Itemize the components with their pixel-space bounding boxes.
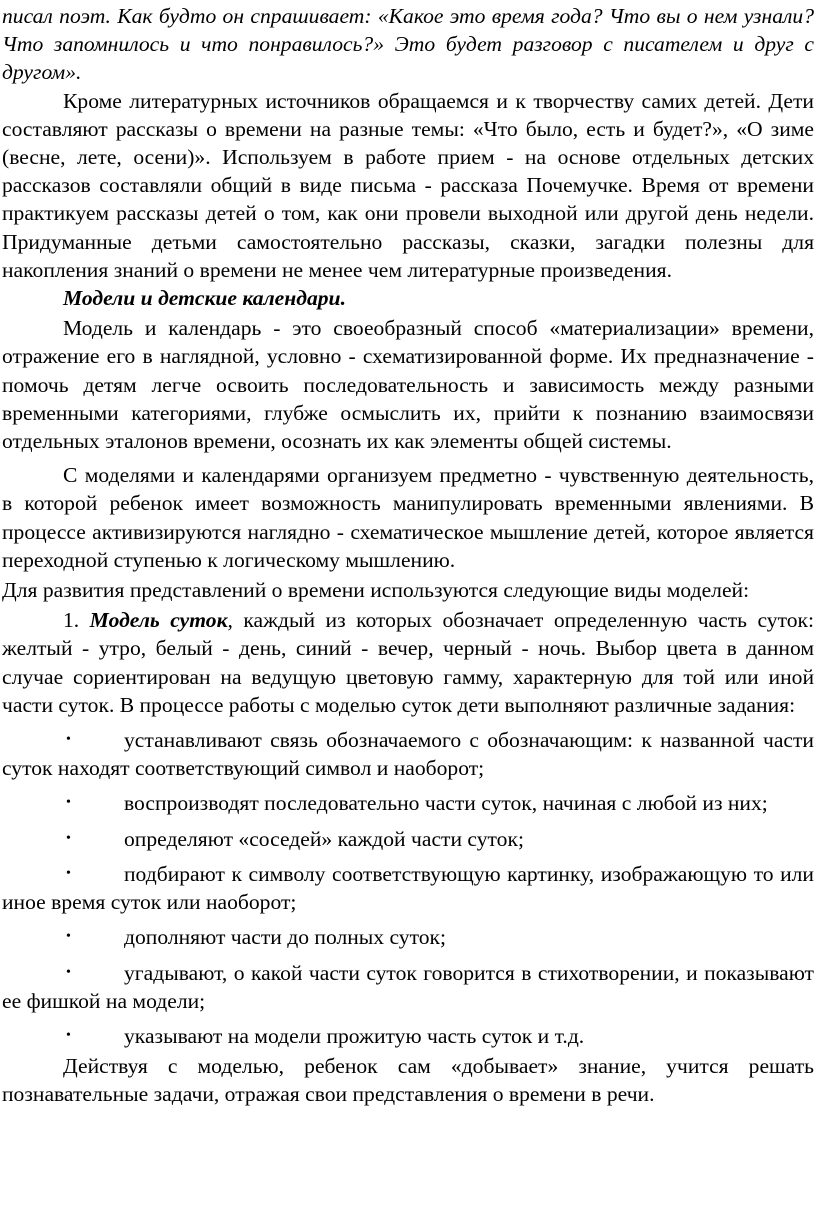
document-page	[0, 2, 816, 1212]
bullet-item: • указывают на модели прожитую часть суток и т.д.	[2, 1022, 814, 1050]
bullet-icon: •	[66, 732, 71, 748]
bullet-item: • угадывают, о какой части суток говорится в стихотворении, и показывают ее фишкой на модели;	[2, 960, 814, 1013]
day-model-term: Модель суток	[89, 608, 228, 633]
bullet-icon: •	[66, 929, 71, 945]
bullet-icon: •	[66, 795, 71, 811]
bullet-icon: •	[66, 865, 71, 881]
bullet-icon: •	[66, 830, 71, 846]
list-item-number: 1.	[63, 608, 80, 633]
bullet-icon: •	[66, 964, 71, 980]
paragraph-model-types-intro: Для развития представлений о времени используются следующие виды моделей:	[2, 578, 750, 603]
list-item-day-model	[2, 606, 814, 719]
bullet-item: • дополняют части до полных суток;	[2, 923, 814, 951]
bullet-item: • воспроизводят последовательно части суток, начиная с любой из них;	[2, 789, 814, 817]
bullet-icon: •	[66, 1027, 71, 1043]
section-heading: Модели и детские календари.	[63, 286, 346, 311]
quote-continuation: писал поэт. Как будто он спрашивает: «Какое это время года? Что вы о нем узнали? Что запомнилось и что понравилось?» Это будет разговор с писателем и друг с другом».	[2, 4, 814, 85]
task-bullet-list	[2, 726, 814, 1050]
paragraph-model-definition: Модель и календарь - это своеобразный способ «материализации» времени, отражение его в наглядной, условно - схематизированной форме. Их предназначение - помочь детям легче освоить последовательность и зависимость между разными временными категориями, глубже осмыслить их, прийти к познанию взаимосвязи отдельных эталонов времени, осознать их как элементы общей системы.	[2, 316, 814, 454]
bullet-item: • устанавливают связь обозначаемого с обозначающим: к названной части суток находят соответствующий символ и наоборот;	[2, 728, 814, 781]
paragraph-manipulation: С моделями и календарями организуем предметно - чувственную деятельность, в которой ребенок имеет возможность манипулировать временными явлениями. В процессе активизируются наглядно - схематическое мышление детей, которое является переходной ступенью к логическому мышлению.	[2, 463, 814, 572]
bullet-item: • определяют «соседей» каждой части суток;	[2, 825, 814, 853]
paragraph-literary-sources: Кроме литературных источников обращаемся и к творчеству самих детей. Дети составляют рассказы о времени на разные темы: «Что было, есть и будет?», «О зиме (весне, лете, осени)». Используем в работе прием - на основе отдельных детских рассказов составляли общий в виде письма - рассказа Почемучке. Время от времени практикуем рассказы детей о том, как они провели выходной или другой день недели. Придуманные детьми самостоятельно рассказы, сказки, загадки полезны для накопления знаний о времени не менее чем литературные произведения.	[2, 88, 814, 282]
day-model-description: , каждый из которых обозначает определенную часть суток: желтый - утро, белый - день, синий - вечер, черный - ночь. Выбор цвета в данном случае сориентирован на ведущую цветовую гамму, характерную для той или иной части суток. В процессе работы с моделью суток дети выполняют различные задания:	[2, 608, 815, 717]
bullet-item: • подбирают к символу соответствующую картинку, изображающую то или иное время суток или наоборот;	[2, 861, 814, 915]
paragraph-conclusion: Действуя с моделью, ребенок сам «добывает» знание, учится решать познавательные задачи, отражая свои представления о времени в речи.	[2, 1054, 814, 1107]
